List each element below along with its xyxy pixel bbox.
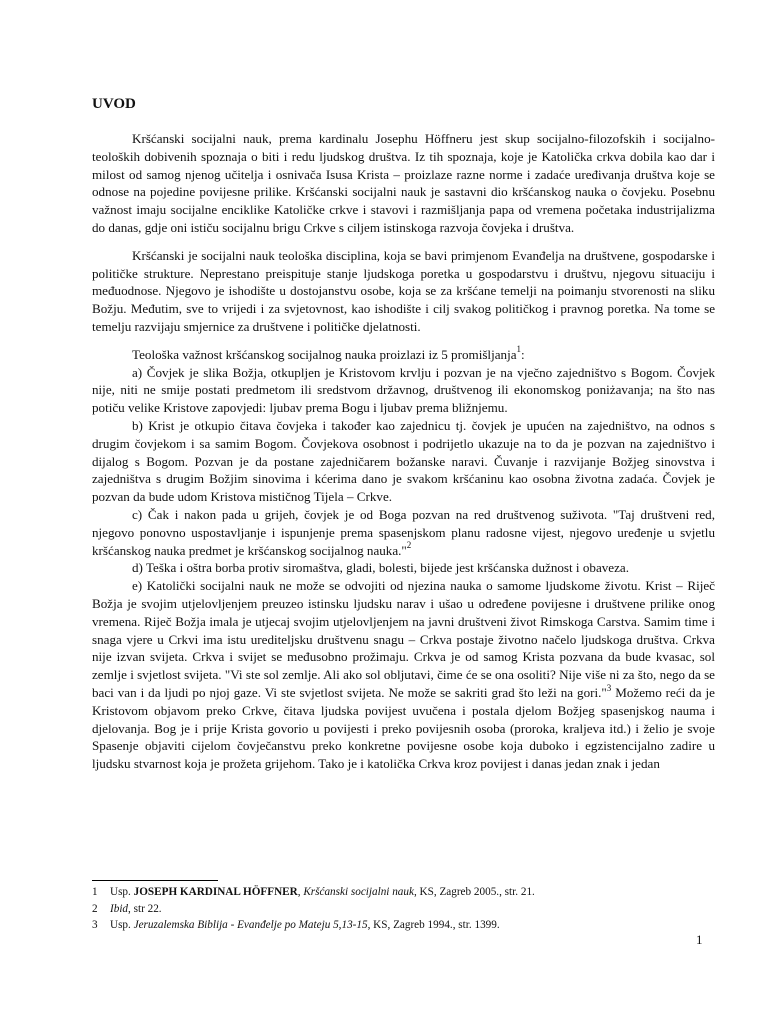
- footnote-source: , KS, Zagreb 1994., str. 1399.: [367, 919, 500, 931]
- footnote-ref-3[interactable]: 3: [606, 682, 612, 693]
- paragraph-intro: Kršćanski socijalni nauk, prema kardinalu Josephu Höffneru jest skup socijalno-filozofskih i socijalno-teoloških dobivenih spoznaja o biti i redu ljudskog društva. Iz tih spoznaja, koje je Katolička crkva dobila kao dar i milost od samog njenog učitelja i osnivača Isusa Krista – proizlaze razne norme i zadaće uređivanja društva koje se odnose na pojedine povijesne prilike. Kršćanski socijalni nauk je sastavni dio kršćanskog nauka o čovjeku. Posebnu važnost imaju socijalne enciklike Katoličke crkve i stavovi i razmišljanja papa od vremena početaka industrijalizma do danas, gdje oni ističu socijalnu brigu Crkve s ciljem istinskoga razvoja čovjeka i društva.: [92, 131, 715, 235]
- footnote-title: Kršćanski socijalni nauk: [303, 886, 414, 898]
- footnote-number: 3: [92, 919, 98, 931]
- footnote-title: Ibid: [110, 902, 129, 915]
- footnote-2: [92, 901, 692, 918]
- footnote-separator-text: ,: [297, 886, 304, 898]
- footnote-author: JOSEPH KARDINAL HÖFFNER: [133, 886, 298, 898]
- point-a: a) Čovjek je slika Božja, otkupljen je Kristovom krvlju i pozvan je na vječno zajedništvo s Bogom. Čovjek nije, niti ne smije postati predmetom ili sredstvom državnog, društvenog ili ekonomskog poniżavanja; na što nas potiču velike Kristove zapovjedi: ljubav prema Bogu i ljubav prema bližnjemu.: [92, 364, 715, 416]
- paragraph-discipline: Kršćanski je socijalni nauk teološka disciplina, koja se bavi primjenom Evanđelja na društvene, gospodarske i političke strukture. Neprestano preispituje stanje ljudskoga poretka u gospodarstvu i društvu, njegovu situaciju i međuodnose. Njegovo je ishodište u dostojanstvu osobe, koja se za kršćane temelji na poimanju stvorenosti na sliku Božju. Međutim, sve to vrijedi i za svjetovnost, kao ishodište i cilj svakog političkog i pravnog poretka. Na tome se temelju razvijaju smjernice za društvene i političke djelatnosti.: [92, 247, 715, 334]
- footnote-title: Jeruzalemska Biblija - Evanđelje po Mateju 5,13-15: [133, 919, 368, 931]
- page-number: 1: [696, 932, 703, 947]
- point-e-text: e) Katolički socijalni nauk ne može se odvojiti od njezina nauka o samome ljudskome životu. Krist – Riječ Božja je svojim utjelovljenjem preuzeo istinsku ljudsku narav i ušao u određene povijesne i društvene prilike onog vremena. Riječ Božja imala je utjecaj svojim utjelovljenjem na javni društveni život Rimskoga Carstva. Samim time i snaga vjere u Crkvi ima istu urediteljsku društvenu snagu – Crkva postaje životno načelo ljudskoga društva. Crkva nije izvan svijeta. Crkva i svijet se međusobno prožimaju. Crkva je od samog Krista pozvana da bude kvasac, sol zemlje i svjetlost svijeta. "Vi ste sol zemlje. Ali ako sol obljutavi, čime će se ona osoliti? Nije više ni za što, nego da se baci van i da ljudi po njoj gaze. Vi ste svjetlost svijeta. Ne može se sakriti grad što leži na gori.": [92, 578, 715, 700]
- footnote-number: 2: [92, 902, 98, 915]
- point-e-continuation: Možemo reći da je Kristovom objavom preko Crkve, čitava ljudska povijest uvučena i postala djelom Božjeg spasenjskog nauma i djelovanja. Bog je i prije Krista govorio u povijesti i preko povijesnih osoba (proroka, kraljeva itd.) i želio je svoje Spasenje objaviti cijelom čovječanstvu preko konkretne povijesne osobe koja duboko i egzistencijalno zadire u ljudsku stvarnost koja je prožeta grijehom. Tako je i katolička Crkva kroz povijest i danas jedan znak i jedan: [92, 684, 715, 772]
- footnote-number: 1: [92, 886, 98, 898]
- footnote-source: , str 22.: [128, 902, 162, 915]
- footnotes: [92, 884, 692, 934]
- footnote-source: , KS, Zagreb 2005., str. 21.: [413, 886, 535, 898]
- footnote-prefix: Usp.: [110, 886, 134, 898]
- paragraph-theology-text: Teološka važnost kršćanskog socijalnog nauka proizlazi iz 5 promišljanja: [132, 346, 517, 362]
- footnote-3: [92, 917, 692, 934]
- footnote-separator: [92, 880, 218, 881]
- footnote-prefix: Usp.: [110, 919, 134, 931]
- page-title: UVOD: [92, 96, 136, 112]
- point-e: [92, 577, 715, 773]
- colon: :: [521, 346, 525, 362]
- point-d: d) Teška i oštra borba protiv siromaštva, gladi, bolesti, bijede jest kršćanska dužnost i obaveza.: [132, 560, 630, 576]
- point-b: b) Krist je otkupio čitava čovjeka i također kao zajednicu tj. čovjek je upućen na zajedništvo, na odnos s drugim čovjekom i sa samim Bogom. Čovjekova osobnost i podrijetlo ukazuje na to da je pozvan na zajedništvo i dijalog s Bogom. Pozvan je da postane zajedničarem božanske naravi. Čuvanje i razvijanje Božjeg sinovstva i zajedništva s drugim Božjim sinovima i kćerima dano je svakom kršćaninu kao osobna životna zadaća. Čovjek je pozvan da bude udom Kristova mističnog Tijela – Crkve.: [92, 417, 715, 505]
- point-c: [92, 506, 715, 559]
- footnote-1: [92, 884, 692, 901]
- point-c-text: c) Čak i nakon pada u grijeh, čovjek je od Boga pozvan na red društvenog suživota. "Taj društveni red, njegovo ponovno uspostavljanje i ispunjenje prema spasenjskom planu radosne vijest, njegovo uređenje u svjetlu kršćanskog nauka predmet je kršćanskog socijalnog nauka.": [92, 506, 715, 558]
- footnote-ref-2[interactable]: 2: [406, 540, 412, 551]
- document-body: [92, 130, 715, 773]
- paragraph-theology: [92, 346, 715, 364]
- footnote-ref-1[interactable]: 1: [516, 344, 522, 355]
